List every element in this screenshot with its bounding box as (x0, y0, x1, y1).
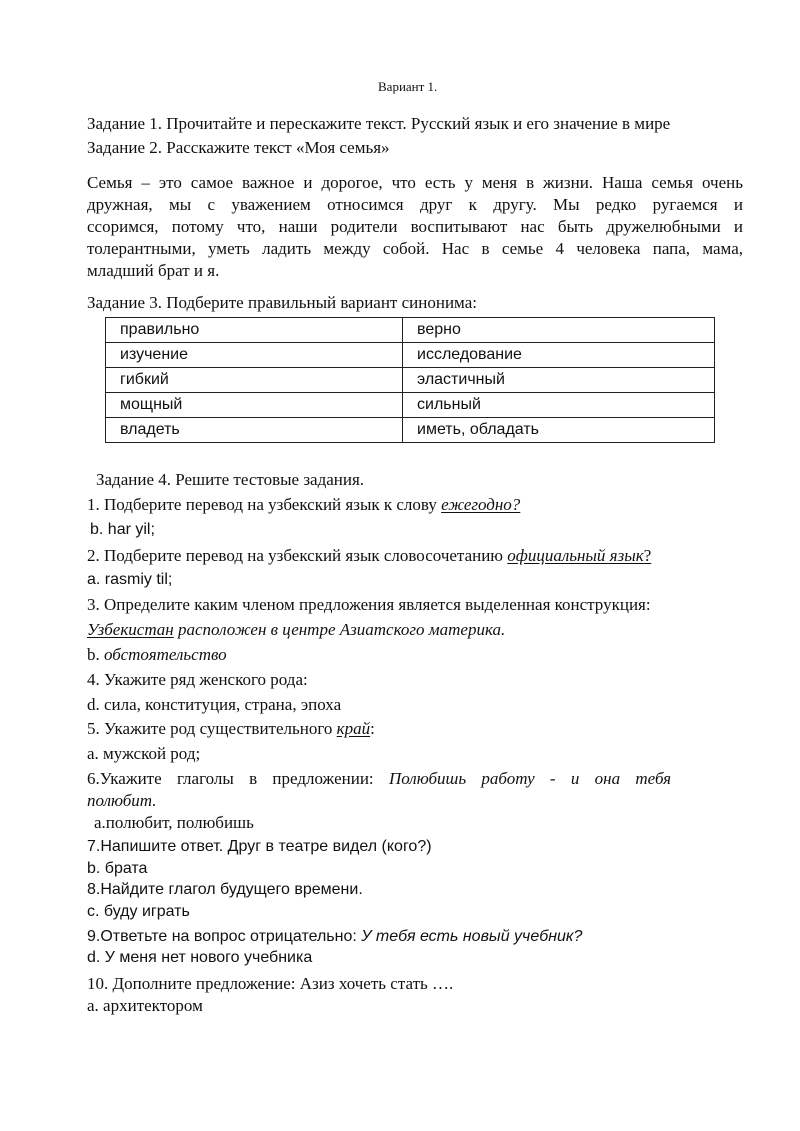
answer-2: a. rasmiy til; (87, 571, 173, 588)
variant-heading: Вариант 1. (378, 79, 438, 94)
example-rest: расположен в центре Азиатского материка. (173, 620, 506, 639)
question-text: 1. Подберите перевод на узбекский язык к слову (87, 495, 442, 514)
text-line: ссоримся, потому что, наши родители воспитывают нас быть дружелюбными и (87, 217, 743, 236)
answer-7: b. брата (87, 860, 148, 877)
question-text: 2. Подберите перевод на узбекский язык словосочетанию (87, 546, 508, 565)
question-example: Полюбишь работу - и она тебя (388, 769, 672, 788)
table-row (106, 368, 715, 393)
text-line: дружная, мы с уважением относимся друг к другу. Мы редко ругаемся и (87, 195, 743, 214)
question-6 (87, 770, 671, 787)
table-cell: изучение (106, 343, 403, 368)
question-5 (87, 720, 375, 737)
question-tail: : (370, 719, 375, 738)
question-keyword: официальный язык (507, 546, 644, 565)
example-underlined: Узбекистан (87, 620, 174, 639)
answer-6: а.полюбит, полюбишь (94, 813, 254, 832)
table-cell: сильный (403, 393, 715, 418)
table-cell: эластичный (403, 368, 715, 393)
text-line: толерантными, уметь ладить между собой. Нас в семье 4 человека папа, мама, (87, 239, 743, 258)
question-keyword: ежегодно? (441, 495, 521, 514)
answer-prefix: b. (87, 645, 104, 664)
table-row (106, 393, 715, 418)
text-line: Семья – это самое важное и дорогое, что есть у меня в жизни. Наша семья очень (87, 173, 743, 192)
question-6-example-cont: полюбит. (87, 791, 157, 810)
question-3: 3. Определите каким членом предложения является выделенная конструкция: (87, 595, 651, 614)
question-example: У тебя есть новый учебник? (361, 928, 583, 945)
question-10: 10. Дополните предложение: Азиз хочеть стать …. (87, 974, 454, 993)
question-text: 5. Укажите род существительного (87, 719, 337, 738)
question-text: 6.Укажите глаголы в предложении: (87, 769, 389, 788)
task-4-title: Задание 4. Решите тестовые задания. (96, 470, 365, 489)
table-cell: иметь, обладать (403, 418, 715, 443)
task-1: Задание 1. Прочитайте и перескажите текст. Русский язык и его значение в мире (87, 114, 671, 133)
table-row (106, 418, 715, 443)
question-4: 4. Укажите ряд женского рода: (87, 670, 308, 689)
question-1 (87, 496, 520, 513)
question-8: 8.Найдите глагол будущего времени. (87, 881, 363, 898)
table-row (106, 318, 715, 343)
synonym-table (105, 317, 715, 443)
question-tail: ? (643, 546, 652, 565)
question-keyword: край (336, 719, 371, 738)
question-text: 9.Ответьте на вопрос отрицательно: (87, 928, 362, 945)
task-3-title: Задание 3. Подберите правильный вариант синонима: (87, 293, 477, 312)
text-line: младший брат и я. (87, 261, 220, 280)
table-cell: мощный (106, 393, 403, 418)
answer-8: c. буду играть (87, 903, 190, 920)
answer-3 (87, 646, 227, 663)
answer-5: а. мужской род; (87, 744, 201, 763)
question-3-example (87, 621, 505, 638)
task-2: Задание 2. Расскажите текст «Моя семья» (87, 138, 390, 157)
question-7: 7.Напишите ответ. Друг в театре видел (кого?) (87, 838, 432, 855)
table-cell: правильно (106, 318, 403, 343)
question-2 (87, 547, 651, 564)
answer-10: а. архитектором (87, 996, 203, 1015)
question-9 (87, 929, 582, 945)
table-row (106, 343, 715, 368)
table-cell: гибкий (106, 368, 403, 393)
answer-9: d. У меня нет нового учебника (87, 949, 313, 966)
table-cell: верно (403, 318, 715, 343)
table-cell: владеть (106, 418, 403, 443)
answer-4: d. сила, конституция, страна, эпоха (87, 695, 342, 714)
table-cell: исследование (403, 343, 715, 368)
answer-italic: обстоятельство (104, 645, 227, 664)
answer-1: b. har yil; (90, 521, 155, 538)
